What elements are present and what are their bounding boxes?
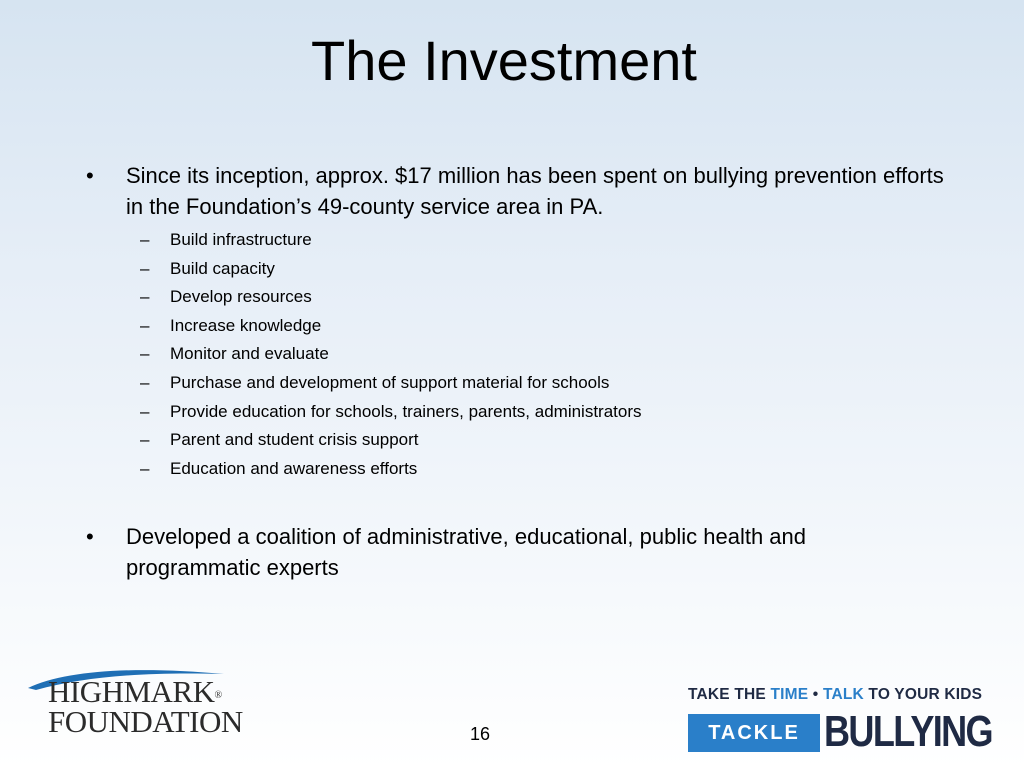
sub-bullet-item [86,283,946,312]
sub-bullet-item [86,255,946,284]
bullying-wordmark: BULLYING [824,707,992,756]
sub-bullet-item [86,312,946,341]
bullet-text: Since its inception, approx. $17 million has been spent on bullying prevention efforts in the Foundation’s 49-county service area in PA. [126,163,944,219]
tackle-box: TACKLE [688,714,820,752]
tagline: TAKE THE TIME • TALK TO YOUR KIDS [688,686,983,703]
dash-marker: – [140,315,150,335]
sub-bullet-text: Build capacity [170,258,275,278]
sub-bullet-text: Education and awareness efforts [170,458,418,478]
dash-marker: – [140,287,150,307]
bullet-item [86,160,946,222]
sub-bullet-item [86,426,946,455]
sub-bullet-item [86,455,946,484]
bullet-list [86,160,946,583]
dash-marker: – [140,344,150,364]
foundation-wordmark: FOUNDATION [48,704,243,739]
sub-bullet-text: Parent and student crisis support [170,430,419,450]
dash-marker: – [140,458,150,478]
slide-title: The Investment [311,29,697,92]
sub-bullet-item [86,340,946,369]
sub-bullet-text: Build infrastructure [170,230,312,249]
sub-bullet-text: Develop resources [170,287,312,307]
sub-bullet-text: Provide education for schools, trainers, parents, administrators [170,401,642,421]
dash-marker: – [140,401,150,421]
sub-bullet-text: Increase knowledge [170,315,322,335]
highmark-wordmark: HIGHMARK® [48,674,222,709]
dash-marker: – [140,430,150,450]
page-number: 16 [469,724,491,744]
bullet-marker: • [86,163,94,188]
sub-bullet-item [86,398,946,427]
sub-bullet-item [86,226,946,255]
dash-marker: – [140,372,150,392]
bullet-marker: • [86,524,94,550]
dash-marker: – [140,258,150,278]
sub-bullet-item [86,369,946,398]
bullet-text: Developed a coalition of administrative, educational, public health and programmatic experts [126,524,806,581]
dash-marker: – [140,230,150,249]
bullet-item [86,521,946,583]
sub-bullet-text: Monitor and evaluate [170,344,329,364]
highmark-foundation-logo [26,666,276,746]
sub-bullet-text: Purchase and development of support material for schools [170,372,610,392]
tackle-bullying-logo [688,686,1004,756]
sub-bullet-list [86,226,946,483]
registered-mark: ® [214,690,222,701]
